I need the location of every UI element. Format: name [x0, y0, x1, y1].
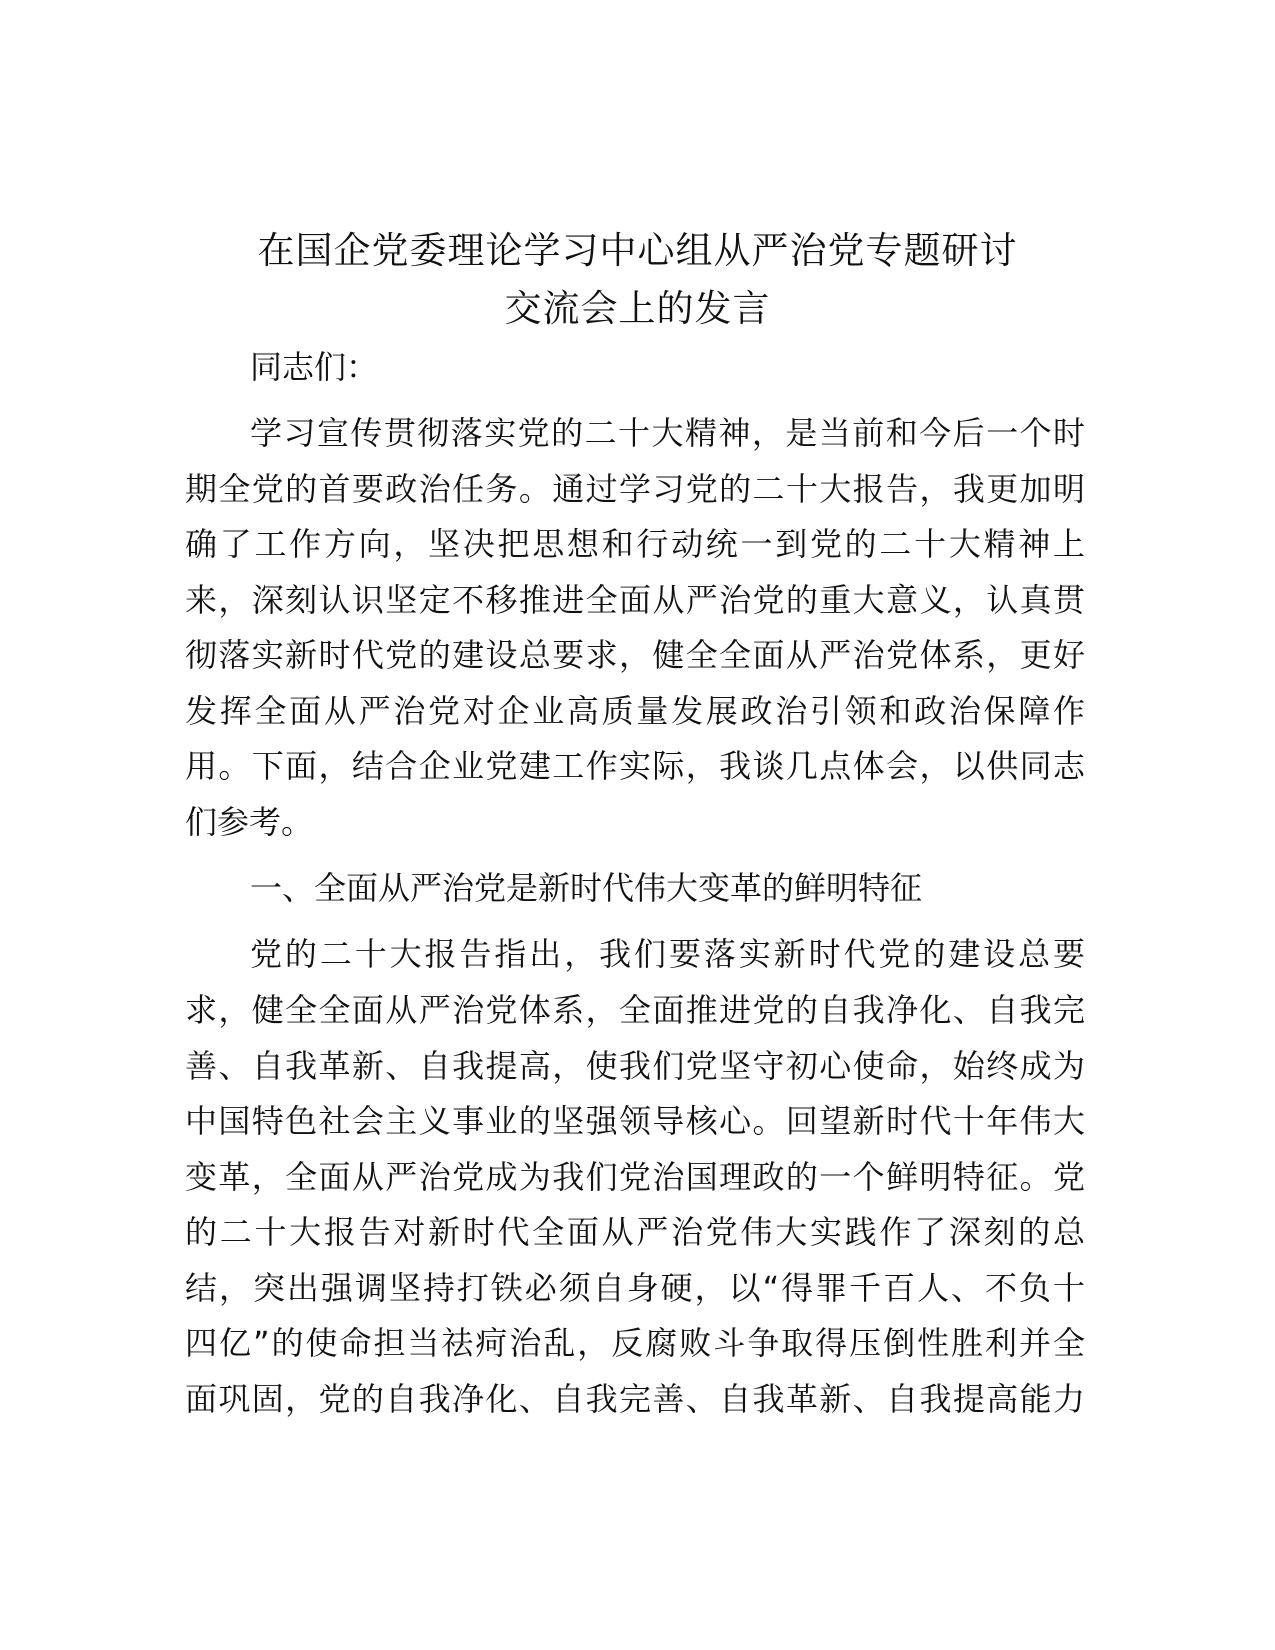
paragraph-1-line: 期全党的首要政治任务。通过学习党的二十大报告，我更加明 [185, 470, 1085, 508]
paragraph-1-line: 彻落实新时代党的建设总要求，健全全面从严治党体系，更好 [185, 636, 1085, 674]
paragraph-2-line: 党的二十大报告指出，我们要落实新时代党的建设总要 [250, 935, 1085, 973]
paragraph-2-line: 善、自我革新、自我提高，使我们党坚守初心使命，始终成为 [185, 1047, 1085, 1085]
paragraph-2-line: 中国特色社会主义事业的坚强领导核心。回望新时代十年伟大 [185, 1102, 1085, 1140]
document-title-line-1: 在国企党委理论学习中心组从严治党专题研讨 [257, 229, 1018, 272]
paragraph-1-line: 确了工作方向，坚决把思想和行动统一到党的二十大精神上 [185, 525, 1085, 563]
paragraph-1-line: 来，深刻认识坚定不移推进全面从严治党的重大意义，认真贯 [185, 581, 1085, 619]
paragraph-2-line: 求，健全全面从严治党体系，全面推进党的自我净化、自我完 [185, 991, 1085, 1029]
paragraph-2-line: 的二十大报告对新时代全面从严治党伟大实践作了深刻的总 [185, 1213, 1085, 1251]
paragraph-2-line: 结，突出强调坚持打铁必须自身硬，以“得罪千百人、不负十 [185, 1269, 1085, 1307]
salutation: 同志们： [250, 348, 379, 386]
document-title-line-2: 交流会上的发言 [504, 287, 771, 330]
paragraph-1-line: 发挥全面从严治党对企业高质量发展政治引领和政治保障作 [185, 692, 1085, 730]
paragraph-1-line: 学习宣传贯彻落实党的二十大精神，是当前和今后一个时 [250, 414, 1085, 452]
paragraph-2-line: 变革，全面从严治党成为我们党治国理政的一个鲜明特征。党 [185, 1158, 1085, 1196]
paragraph-1-line: 用。下面，结合企业党建工作实际，我谈几点体会，以供同志 [185, 747, 1085, 785]
paragraph-2-line: 面巩固，党的自我净化、自我完善、自我革新、自我提高能力 [185, 1380, 1085, 1418]
paragraph-1-line: 们参考。 [185, 803, 314, 841]
paragraph-2-line: 四亿”的使命担当祛疴治乱，反腐败斗争取得压倒性胜利并全 [185, 1324, 1085, 1362]
section-heading-1: 一、全面从严治党是新时代伟大变革的鲜明特征 [250, 869, 923, 907]
